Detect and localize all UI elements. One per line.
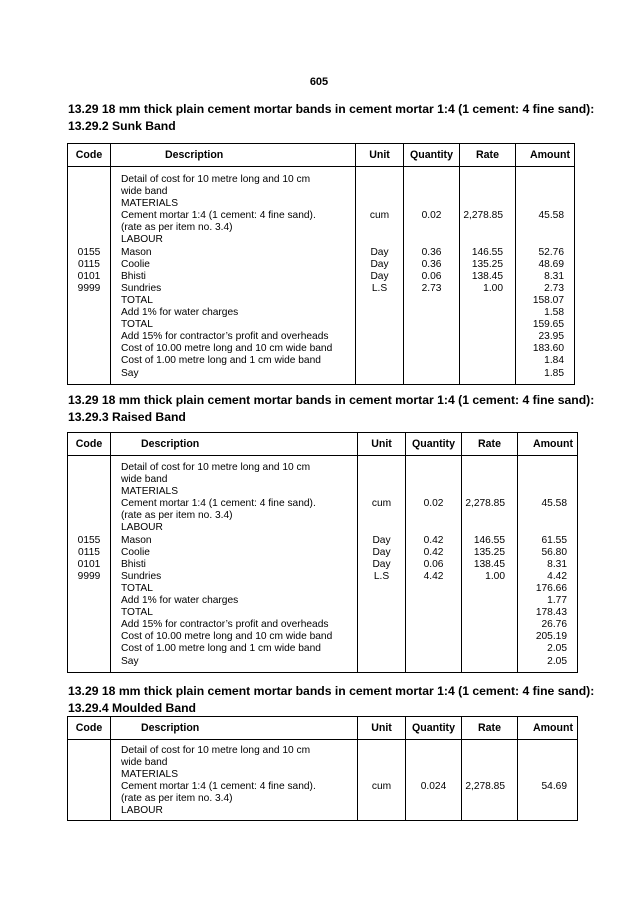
rate-text — [460, 307, 515, 319]
header-amount: Amount — [518, 433, 578, 456]
rate-cell — [462, 740, 518, 821]
rate-text: 138.45 — [473, 558, 505, 570]
unit-text: Day — [372, 558, 391, 570]
amount-text — [518, 793, 577, 805]
description-text: MATERIALS — [121, 486, 178, 498]
quantity-text: 0.024 — [420, 781, 447, 793]
quantity-text — [406, 631, 461, 643]
description-text: Detail of cost for 10 metre long and 10 cm — [121, 462, 311, 473]
unit-text — [358, 522, 405, 534]
amount-text: 8.31 — [547, 558, 567, 570]
unit-text: Day — [372, 546, 391, 558]
description-text: Bhisti — [121, 558, 146, 570]
unit-text: Day — [370, 258, 389, 270]
amount-text: 2.73 — [544, 282, 564, 294]
unit-text — [358, 510, 405, 522]
unit-text: Day — [372, 534, 391, 546]
amount-text: 26.76 — [541, 619, 567, 631]
amount-text: 8.31 — [544, 270, 564, 282]
rate-text — [462, 510, 517, 522]
rate-text — [462, 631, 517, 643]
table-body-row — [68, 167, 575, 385]
amount-text: 61.55 — [541, 534, 567, 546]
quantity-text: 2.73 — [421, 282, 442, 294]
code-text: 9999 — [77, 570, 101, 582]
section-title: 13.29 18 mm thick plain cement mortar bands in cement mortar 1:4 (1 cement: 4 fine sand): — [68, 102, 595, 116]
rate-text — [460, 222, 515, 234]
code-cell — [68, 456, 111, 673]
amount-text: 23.95 — [538, 331, 564, 343]
quantity-text: 0.06 — [421, 270, 442, 282]
rate-text: 1.00 — [483, 282, 503, 294]
code-text — [68, 769, 110, 781]
description-text: Cost of 1.00 metre long and 1 cm wide band — [121, 643, 321, 655]
rate-text — [462, 745, 517, 757]
unit-text: Day — [370, 246, 389, 258]
amount-text — [516, 222, 574, 234]
amount-text: 176.66 — [535, 582, 567, 594]
rate-text — [462, 643, 517, 655]
unit-text — [358, 619, 405, 631]
description-text: (rate as per item no. 3.4) — [121, 510, 233, 522]
header-description: Description — [111, 717, 358, 740]
description-text: Sundries — [121, 282, 162, 294]
amount-text — [518, 757, 577, 769]
code-text — [68, 643, 110, 655]
code-text — [68, 462, 110, 474]
quantity-text — [406, 793, 461, 805]
header-code: Code — [68, 144, 111, 167]
unit-text — [358, 474, 405, 486]
code-text: 0101 — [77, 270, 101, 282]
quantity-text: 0.02 — [421, 210, 442, 222]
quantity-text — [406, 607, 461, 619]
code-text — [68, 781, 110, 793]
amount-text — [518, 486, 577, 498]
code-text — [68, 210, 110, 222]
description-text: wide band — [121, 474, 168, 486]
rate-text — [462, 805, 517, 817]
section-heading — [68, 683, 594, 717]
code-text — [68, 745, 110, 757]
quantity-text: 0.02 — [423, 498, 444, 510]
quantity-text — [404, 368, 459, 380]
unit-text — [358, 793, 405, 805]
unit-text — [358, 462, 405, 474]
description-cell — [111, 167, 356, 385]
header-quantity: Quantity — [406, 717, 462, 740]
unit-text — [356, 343, 403, 355]
section-subtitle: 13.29.4 Moulded Band — [68, 701, 196, 715]
description-text: LABOUR — [121, 234, 163, 246]
unit-text: cum — [371, 781, 392, 793]
unit-text — [358, 607, 405, 619]
amount-text: 1.58 — [544, 307, 564, 319]
quantity-text — [404, 234, 459, 246]
unit-text: Day — [370, 270, 389, 282]
unit-text — [356, 186, 403, 198]
amount-text — [518, 769, 577, 781]
unit-text: cum — [369, 210, 390, 222]
amount-text: 159.65 — [532, 319, 564, 331]
amount-text: 1.84 — [544, 355, 564, 367]
rate-text: 146.55 — [473, 534, 505, 546]
amount-text — [516, 186, 574, 198]
rate-cell — [460, 167, 516, 385]
code-text — [68, 757, 110, 769]
description-text: Cement mortar 1:4 (1 cement: 4 fine sand). — [121, 781, 316, 793]
quantity-text — [406, 474, 461, 486]
amount-text: 54.69 — [541, 781, 567, 793]
description-cell — [111, 456, 358, 673]
table-header-row — [68, 433, 578, 456]
rate-text: 2,278.85 — [463, 210, 503, 222]
code-text — [68, 595, 110, 607]
amount-cell — [516, 167, 575, 385]
quantity-cell — [406, 456, 462, 673]
code-text — [68, 656, 110, 668]
description-text: Add 15% for contractor’s profit and overheads — [121, 331, 329, 343]
rate-text — [460, 295, 515, 307]
quantity-text — [406, 619, 461, 631]
unit-text — [356, 198, 403, 210]
code-text — [68, 319, 110, 331]
description-text: wide band — [121, 186, 168, 198]
description-text: MATERIALS — [121, 198, 178, 210]
unit-text: L.S — [373, 570, 390, 582]
description-text: LABOUR — [121, 805, 163, 817]
description-text: (rate as per item no. 3.4) — [121, 222, 233, 234]
section-title: 13.29 18 mm thick plain cement mortar bands in cement mortar 1:4 (1 cement: 4 fine sand): — [68, 393, 595, 407]
rate-text — [460, 331, 515, 343]
header-rate: Rate — [462, 433, 518, 456]
code-cell — [68, 167, 111, 385]
rate-analysis-table — [67, 432, 578, 673]
quantity-text — [404, 307, 459, 319]
quantity-text — [406, 643, 461, 655]
header-description: Description — [111, 144, 356, 167]
header-quantity: Quantity — [406, 433, 462, 456]
code-text — [68, 498, 110, 510]
description-text: Detail of cost for 10 metre long and 10 cm — [121, 174, 311, 185]
rate-text — [460, 355, 515, 367]
description-text: Add 1% for water charges — [121, 595, 239, 607]
unit-text — [358, 805, 405, 817]
code-text — [68, 186, 110, 198]
code-text — [68, 607, 110, 619]
code-text: 0101 — [77, 558, 101, 570]
description-text: Sundries — [121, 570, 162, 582]
description-text: Say — [121, 367, 139, 379]
unit-text — [356, 355, 403, 367]
unit-text — [356, 307, 403, 319]
quantity-text — [404, 319, 459, 331]
unit-text — [358, 757, 405, 769]
amount-text: 45.58 — [541, 498, 567, 510]
unit-text — [358, 745, 405, 757]
code-text — [68, 486, 110, 498]
quantity-text — [406, 510, 461, 522]
code-text: 9999 — [77, 282, 101, 294]
section-heading — [68, 392, 594, 426]
description-text: Cost of 10.00 metre long and 10 cm wide band — [121, 631, 333, 643]
unit-cell — [358, 740, 406, 821]
quantity-text — [406, 805, 461, 817]
description-text: Mason — [121, 534, 152, 546]
rate-text — [462, 462, 517, 474]
rate-text — [462, 583, 517, 595]
rate-text — [460, 319, 515, 331]
rate-text — [462, 607, 517, 619]
rate-text — [462, 619, 517, 631]
table-body-row — [68, 456, 578, 673]
header-rate: Rate — [462, 717, 518, 740]
description-text: wide band — [121, 757, 168, 769]
description-text: Coolie — [121, 546, 150, 558]
amount-text — [516, 234, 574, 246]
page-number: 605 — [309, 76, 329, 88]
quantity-text — [406, 656, 461, 668]
unit-text — [356, 331, 403, 343]
amount-text — [518, 462, 577, 474]
rate-text — [460, 198, 515, 210]
code-text: 0155 — [77, 534, 101, 546]
header-unit: Unit — [358, 433, 406, 456]
quantity-text — [406, 462, 461, 474]
quantity-text — [406, 595, 461, 607]
description-text: Cost of 10.00 metre long and 10 cm wide band — [121, 343, 333, 355]
amount-text: 52.76 — [538, 246, 564, 258]
section-subtitle: 13.29.2 Sunk Band — [68, 119, 176, 133]
rate-text — [462, 769, 517, 781]
rate-text: 135.25 — [473, 546, 505, 558]
quantity-text: 0.42 — [423, 546, 444, 558]
header-description: Description — [111, 433, 358, 456]
section-subtitle: 13.29.3 Raised Band — [68, 410, 186, 424]
quantity-cell — [404, 167, 460, 385]
description-text: Cement mortar 1:4 (1 cement: 4 fine sand). — [121, 498, 316, 510]
unit-text — [356, 234, 403, 246]
code-text — [68, 355, 110, 367]
quantity-text — [406, 757, 461, 769]
rate-text: 2,278.85 — [465, 498, 505, 510]
unit-text — [356, 319, 403, 331]
amount-text: 56.80 — [541, 546, 567, 558]
code-text: 0155 — [77, 246, 101, 258]
quantity-text — [404, 295, 459, 307]
rate-text — [462, 474, 517, 486]
rate-text — [462, 595, 517, 607]
header-quantity: Quantity — [404, 144, 460, 167]
amount-text: 48.69 — [538, 258, 564, 270]
unit-text — [358, 631, 405, 643]
amount-text — [518, 805, 577, 817]
amount-text: 2.05 — [547, 643, 567, 655]
description-text: Cement mortar 1:4 (1 cement: 4 fine sand). — [121, 210, 316, 222]
unit-text — [358, 643, 405, 655]
code-text — [68, 343, 110, 355]
description-text: Detail of cost for 10 metre long and 10 cm — [121, 745, 311, 756]
amount-text — [516, 198, 574, 210]
unit-text — [356, 222, 403, 234]
rate-text — [460, 234, 515, 246]
amount-text: 158.07 — [532, 294, 564, 306]
amount-text — [516, 174, 574, 186]
unit-text — [356, 368, 403, 380]
description-text: Bhisti — [121, 270, 146, 282]
amount-text: 183.60 — [532, 343, 564, 355]
code-text — [68, 522, 110, 534]
unit-text — [356, 174, 403, 186]
header-unit: Unit — [358, 717, 406, 740]
description-cell — [111, 740, 358, 821]
description-text: LABOUR — [121, 522, 163, 534]
unit-text — [358, 595, 405, 607]
section-title: 13.29 18 mm thick plain cement mortar bands in cement mortar 1:4 (1 cement: 4 fine sand): — [68, 684, 595, 698]
rate-text — [462, 757, 517, 769]
quantity-text — [406, 769, 461, 781]
quantity-text: 4.42 — [423, 570, 444, 582]
amount-text: 2.05 — [547, 655, 567, 667]
rate-text — [460, 343, 515, 355]
quantity-text — [406, 486, 461, 498]
rate-text — [460, 174, 515, 186]
description-text: TOTAL — [121, 582, 153, 594]
header-code: Code — [68, 717, 111, 740]
unit-text — [358, 583, 405, 595]
quantity-text — [406, 583, 461, 595]
quantity-text — [404, 186, 459, 198]
quantity-text — [406, 745, 461, 757]
amount-text: 178.43 — [535, 607, 567, 619]
code-text — [68, 368, 110, 380]
description-text: TOTAL — [121, 607, 153, 619]
quantity-text: 0.42 — [423, 534, 444, 546]
rate-text — [462, 656, 517, 668]
table-header-row — [68, 144, 575, 167]
rate-text — [462, 522, 517, 534]
code-text — [68, 619, 110, 631]
unit-cell — [356, 167, 404, 385]
rate-analysis-table — [67, 716, 578, 821]
description-text: Coolie — [121, 258, 150, 270]
quantity-text — [404, 355, 459, 367]
description-text: (rate as per item no. 3.4) — [121, 793, 233, 805]
rate-text: 1.00 — [485, 570, 505, 582]
code-text — [68, 331, 110, 343]
rate-cell — [462, 456, 518, 673]
rate-text: 2,278.85 — [465, 781, 505, 793]
description-text: Add 15% for contractor’s profit and overheads — [121, 619, 329, 631]
quantity-text: 0.36 — [421, 258, 442, 270]
unit-text: cum — [371, 498, 392, 510]
amount-text: 45.58 — [538, 210, 564, 222]
quantity-text: 0.36 — [421, 246, 442, 258]
amount-text — [518, 510, 577, 522]
code-text — [68, 793, 110, 805]
header-unit: Unit — [356, 144, 404, 167]
description-text: Add 1% for water charges — [121, 307, 239, 319]
rate-text — [462, 793, 517, 805]
unit-cell — [358, 456, 406, 673]
code-text — [68, 307, 110, 319]
amount-cell — [518, 740, 578, 821]
amount-text: 1.77 — [547, 595, 567, 607]
amount-text: 4.42 — [547, 570, 567, 582]
unit-text — [358, 656, 405, 668]
rate-text — [460, 368, 515, 380]
table-header-row — [68, 717, 578, 740]
code-text — [68, 174, 110, 186]
quantity-text — [404, 174, 459, 186]
description-text: Cost of 1.00 metre long and 1 cm wide band — [121, 355, 321, 367]
unit-text: L.S — [371, 282, 388, 294]
quantity-text — [406, 522, 461, 534]
code-text — [68, 583, 110, 595]
rate-text: 146.55 — [471, 246, 503, 258]
description-text: Mason — [121, 246, 152, 258]
code-text — [68, 198, 110, 210]
rate-analysis-table — [67, 143, 575, 385]
rate-text — [460, 186, 515, 198]
quantity-text — [404, 331, 459, 343]
code-text — [68, 234, 110, 246]
description-text: MATERIALS — [121, 769, 178, 781]
description-text: TOTAL — [121, 319, 153, 331]
amount-text — [518, 745, 577, 757]
rate-text — [462, 486, 517, 498]
amount-text: 205.19 — [535, 631, 567, 643]
rate-text: 135.25 — [471, 258, 503, 270]
unit-text — [356, 295, 403, 307]
code-text — [68, 805, 110, 817]
code-text — [68, 222, 110, 234]
quantity-text: 0.06 — [423, 558, 444, 570]
table-body-row — [68, 740, 578, 821]
header-amount: Amount — [516, 144, 575, 167]
code-text — [68, 474, 110, 486]
unit-text — [358, 769, 405, 781]
amount-cell — [518, 456, 578, 673]
quantity-text — [404, 343, 459, 355]
amount-text — [518, 474, 577, 486]
code-text: 0115 — [78, 258, 100, 270]
header-code: Code — [68, 433, 111, 456]
unit-text — [358, 486, 405, 498]
description-text: Say — [121, 655, 139, 667]
header-amount: Amount — [518, 717, 578, 740]
section-heading — [68, 101, 594, 135]
quantity-text — [404, 222, 459, 234]
code-text — [68, 510, 110, 522]
amount-text: 1.85 — [544, 367, 564, 379]
quantity-text — [404, 198, 459, 210]
quantity-cell — [406, 740, 462, 821]
amount-text — [518, 522, 577, 534]
header-rate: Rate — [460, 144, 516, 167]
rate-text: 138.45 — [471, 270, 503, 282]
description-text: TOTAL — [121, 294, 153, 306]
code-text — [68, 295, 110, 307]
code-text — [68, 631, 110, 643]
code-text: 0115 — [78, 546, 100, 558]
code-cell — [68, 740, 111, 821]
